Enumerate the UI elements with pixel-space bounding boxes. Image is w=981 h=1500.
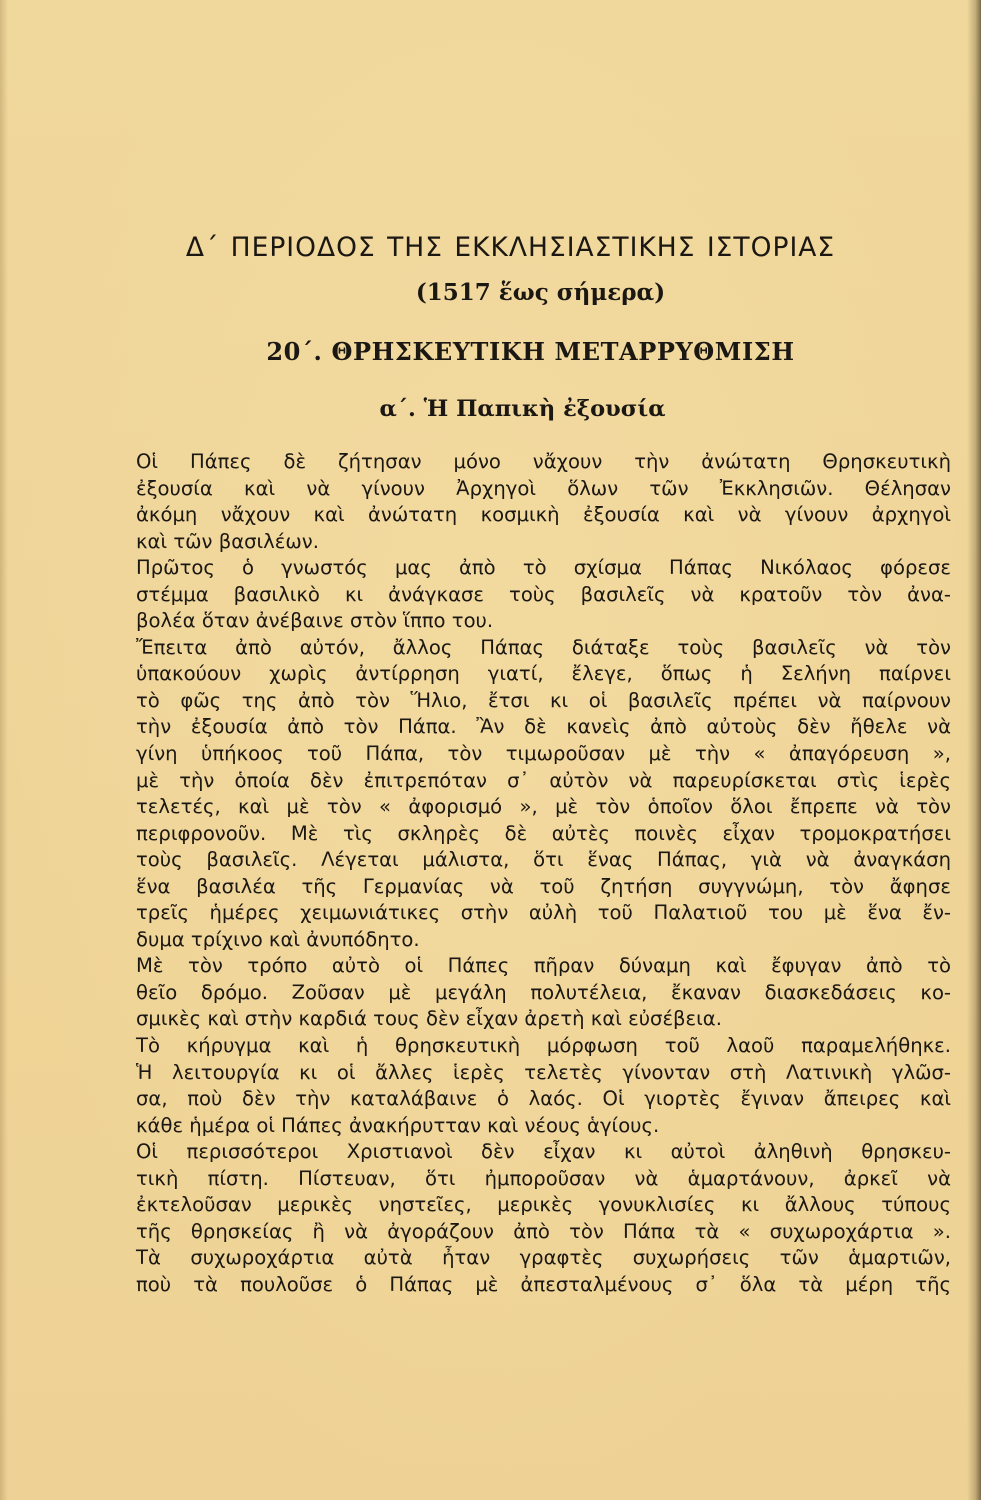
period-subtitle: (1517 ἕως σήμερα) — [415, 279, 666, 306]
text-line: ἐξουσία καὶ νὰ γίνουν Ἀρχηγοὶ ὅλων τῶν Ἐκκλησιῶν. Θέλησαν — [136, 476, 951, 500]
text-line: κάθε ἡμέρα οἱ Πάπες ἀνακήρυτταν καὶ νέους ἁγίους. — [136, 1113, 660, 1137]
text-line: τὴν ἐξουσία ἀπὸ τὸν Πάπα. Ἂν δὲ κανεὶς ἀπὸ αὐτοὺς δὲν ἤθελε νὰ — [136, 715, 951, 739]
text-line: Ἔπειτα ἀπὸ αὐτόν, ἄλλος Πάπας διάταξε τοὺς βασιλεῖς νὰ τὸν — [136, 635, 951, 659]
text-line: θεῖο δρόμο. Ζοῦσαν μὲ μεγάλη πολυτέλεια, ἔκαναν διασκεδάσεις κο- — [136, 980, 951, 1004]
text-line: σμικὲς καὶ στὴν καρδιά τους δὲν εἶχαν ἀρετὴ καὶ εὐσέβεια. — [136, 1007, 722, 1031]
text-line: στέμμα βασιλικὸ κι ἀνάγκασε τοὺς βασιλεῖς νὰ κρατοῦν τὸν ἀνα- — [136, 582, 951, 606]
body-text — [136, 449, 951, 1299]
text-line: τὸ φῶς της ἀπὸ τὸν Ἥλιο, ἔτσι κι οἱ βασιλεῖς πρέπει νὰ παίρνουν — [136, 688, 951, 712]
text-line: γίνη ὑπήκοος τοῦ Πάπα, τὸν τιμωροῦσαν μὲ τὴν « ἀπαγόρευση », — [136, 742, 951, 766]
text-line: καὶ τῶν βασιλέων. — [136, 529, 319, 553]
text-line: μὲ τὴν ὁποία δὲν ἐπιτρεπόταν σ᾿ αὐτὸν νὰ παρευρίσκεται στὶς ἱερὲς — [136, 768, 951, 792]
period-title: Δ΄ ΠΕΡΙΟΔΟΣ ΤΗΣ ΕΚΚΛΗΣΙΑΣΤΙΚΗΣ ΙΣΤΟΡΙΑΣ — [185, 232, 836, 263]
text-line: Οἱ περισσότεροι Χριστιανοὶ δὲν εἶχαν κι αὐτοὶ ἀληθινὴ θρησκευ- — [136, 1140, 951, 1164]
text-line: τοὺς βασιλεῖς. Λέγεται μάλιστα, ὅτι ἕνας Πάπας, γιὰ νὰ ἀναγκάση — [136, 848, 951, 872]
page-right-edge-shadow — [967, 0, 981, 1500]
chapter-title: 20΄. ΘΡΗΣΚΕΥΤΙΚΗ ΜΕΤΑΡΡΥΘΜΙΣΗ — [266, 337, 795, 366]
text-line: ποὺ τὰ πουλοῦσε ὁ Πάπας μὲ ἀπεσταλμένους σ᾿ ὅλα τὰ μέρη τῆς — [136, 1272, 951, 1296]
text-line: Ἡ λειτουργία κι οἱ ἄλλες ἱερὲς τελετὲς γίνονταν στὴ Λατινικὴ γλῶσ- — [136, 1060, 951, 1084]
text-line: σα, ποὺ δὲν τὴν καταλάβαινε ὁ λαός. Οἱ γιορτὲς ἔγιναν ἄπειρες καὶ — [136, 1087, 951, 1111]
text-line: ἐκτελοῦσαν μερικὲς νηστεῖες, μερικὲς γονυκλισίες κι ἄλλους τύπους — [136, 1193, 951, 1217]
text-line: τικὴ πίστη. Πίστευαν, ὅτι ἠμποροῦσαν νὰ ἁμαρτάνουν, ἀρκεῖ νὰ — [136, 1166, 951, 1190]
text-line: Τὰ συχωροχάρτια αὐτὰ ἦταν γραφτὲς συχωρήσεις τῶν ἁμαρτιῶν, — [136, 1246, 951, 1270]
text-line: τρεῖς ἡμέρες χειμωνιάτικες στὴν αὐλὴ τοῦ Παλατιοῦ του μὲ ἕνα ἔν- — [136, 901, 951, 925]
text-line: τῆς θρησκείας ἢ νὰ ἀγοράζουν ἀπὸ τὸν Πάπα τὰ « συχωροχάρτια ». — [136, 1219, 951, 1243]
page-left-edge-shadow — [0, 0, 8, 1500]
text-line: περιφρονοῦν. Μὲ τὶς σκληρὲς δὲ αὐτὲς ποινὲς εἶχαν τρομοκρατήσει — [136, 821, 951, 845]
text-line: Οἱ Πάπες δὲ ζήτησαν μόνο νἄχουν τὴν ἀνώτατη Θρησκευτικὴ — [136, 450, 951, 473]
text-line: Τὸ κήρυγμα καὶ ἡ θρησκευτικὴ μόρφωση τοῦ λαοῦ παραμελήθηκε. — [136, 1034, 951, 1058]
text-line: ἀκόμη νἄχουν καὶ ἀνώτατη κοσμικὴ ἐξουσία καὶ νὰ γίνουν ἀρχηγοὶ — [136, 503, 951, 527]
text-line: ὑπακούουν χωρὶς ἀντίρρηση γιατί, ἔλεγε, ὅπως ἡ Σελήνη παίρνει — [136, 662, 951, 686]
section-title: α΄. Ἡ Παπικὴ ἐξουσία — [379, 396, 666, 422]
text-line: τελετές, καὶ μὲ τὸν « ἀφορισμό », μὲ τὸν ὁποῖον ὅλοι ἔπρεπε νὰ τὸν — [136, 795, 951, 819]
text-line: ἕνα βασιλέα τῆς Γερμανίας νὰ τοῦ ζητήση συγγνώμη, τὸν ἄφησε — [136, 874, 951, 898]
text-line: Πρῶτος ὁ γνωστός μας ἀπὸ τὸ σχίσμα Πάπας Νικόλαος φόρεσε — [136, 556, 951, 580]
text-line: Μὲ τὸν τρόπο αὐτὸ οἱ Πάπες πῆραν δύναμη καὶ ἔφυγαν ἀπὸ τὸ — [136, 954, 951, 978]
text-line: βολέα ὅταν ἀνέβαινε στὸν ἵππο του. — [136, 609, 494, 633]
text-line: δυμα τρίχινο καὶ ἀνυπόδητο. — [136, 927, 420, 951]
